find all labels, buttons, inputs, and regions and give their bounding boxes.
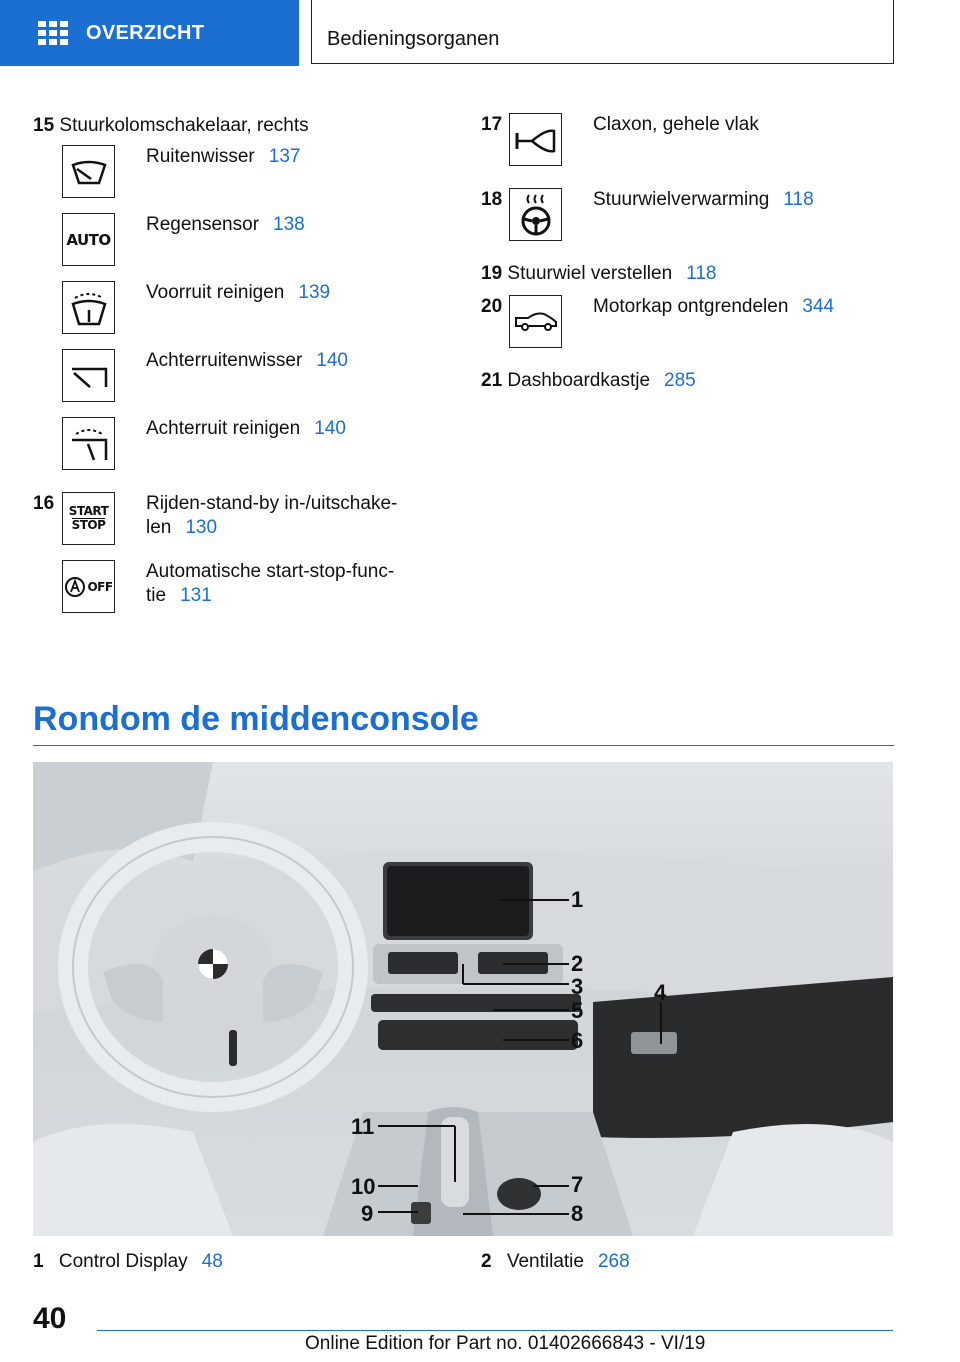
list-item <box>146 417 346 441</box>
entry-text: Dashboardkastje <box>507 370 651 391</box>
entry-15 <box>33 114 309 138</box>
item-text: Ruitenwisser <box>146 146 255 167</box>
callout-6: 6 <box>571 1028 584 1053</box>
entry-number: 20 <box>481 296 503 317</box>
overview-label: OVERZICHT <box>86 21 205 44</box>
entry-21 <box>481 369 696 393</box>
callout-7: 7 <box>571 1172 584 1197</box>
legend-number: 1 <box>33 1251 44 1272</box>
callout-11: 11 <box>351 1114 375 1139</box>
item-text: Achterruitenwisser <box>146 350 303 371</box>
page-ref-link[interactable]: 130 <box>185 517 218 538</box>
list-item <box>146 492 397 540</box>
callout-10: 10 <box>351 1174 376 1199</box>
start-stop-icon: START STOP <box>62 492 115 545</box>
page-ref-link[interactable]: 344 <box>802 296 835 317</box>
entry-19 <box>481 262 716 286</box>
windshield-washer-icon <box>62 281 115 334</box>
chapter-header <box>311 0 894 64</box>
chapter-title: Bedieningsorganen <box>327 28 500 50</box>
callout-2: 2 <box>571 951 584 976</box>
list-item <box>146 349 348 373</box>
entry-text: Stuurwiel verstellen <box>507 263 673 284</box>
rear-washer-icon <box>62 417 115 470</box>
item-text: Claxon, gehele vlak <box>593 114 759 135</box>
entry-number: 17 <box>481 114 503 135</box>
horn-icon <box>509 113 562 166</box>
entry-number: 18 <box>481 189 503 210</box>
footer-divider <box>97 1330 893 1331</box>
item-text: Motorkap ontgrendelen <box>593 296 789 317</box>
footer-edition: Online Edition for Part no. 01402666843 - VI/19 <box>305 1333 706 1354</box>
entry-number: 15 <box>33 115 55 136</box>
list-item <box>146 281 330 305</box>
callout-5: 5 <box>571 998 584 1023</box>
entry-number: 19 <box>481 263 503 284</box>
callout-3: 3 <box>571 974 584 999</box>
item-text: Regensensor <box>146 214 260 235</box>
steering-wheel-heating-icon <box>509 188 562 241</box>
legend-text: Ventilatie <box>506 1251 584 1272</box>
page-ref-link[interactable]: 139 <box>298 282 331 303</box>
page-ref-link[interactable]: 118 <box>686 263 717 284</box>
list-item <box>593 295 834 319</box>
overview-tab[interactable] <box>0 0 299 66</box>
rear-wiper-icon <box>62 349 115 402</box>
center-console-photo <box>33 762 893 1236</box>
auto-start-stop-off-icon: OFF <box>62 560 115 613</box>
page-ref-link[interactable]: 48 <box>201 1251 223 1272</box>
page-ref-link[interactable]: 138 <box>273 214 305 235</box>
item-text: Stuurwielverwarming <box>593 189 770 210</box>
list-item <box>593 188 814 212</box>
page-ref-link[interactable]: 140 <box>316 350 348 371</box>
page-ref-link[interactable]: 137 <box>268 146 301 167</box>
auto-rain-sensor-icon: AUTO <box>62 213 115 266</box>
list-item <box>146 560 394 608</box>
page-ref-link[interactable]: 285 <box>664 370 696 391</box>
page-ref-link[interactable]: 140 <box>314 418 346 439</box>
entry-text: Stuurkolomschakelaar, rechts <box>59 115 309 136</box>
item-text: Automatische start-stop-func- <box>146 561 395 582</box>
item-text: tie <box>146 585 167 606</box>
wiper-icon <box>62 145 115 198</box>
legend-text: Control Display <box>58 1251 188 1272</box>
callout-8: 8 <box>571 1201 584 1226</box>
entry-number: 16 <box>33 493 55 514</box>
legend-item-2 <box>481 1250 630 1274</box>
list-item <box>146 213 305 237</box>
hood-release-icon <box>509 295 562 348</box>
page-ref-link[interactable]: 268 <box>597 1251 630 1272</box>
grid-icon <box>38 21 68 45</box>
list-item <box>593 113 759 137</box>
section-title: Rondom de middenconsole <box>33 700 479 738</box>
item-text: len <box>146 517 172 538</box>
legend-number: 2 <box>481 1251 492 1272</box>
item-text: Rijden-stand-by in-/uitschake- <box>146 493 398 514</box>
section-divider <box>33 745 894 746</box>
page-number: 40 <box>33 1302 67 1335</box>
legend-item-1 <box>33 1250 223 1274</box>
callout-4: 4 <box>654 980 667 1005</box>
item-text: Voorruit reinigen <box>146 282 285 303</box>
callout-9: 9 <box>361 1201 374 1226</box>
callout-1: 1 <box>571 887 584 912</box>
item-text: Achterruit reinigen <box>146 418 301 439</box>
list-item <box>146 145 300 169</box>
page-ref-link[interactable]: 131 <box>180 585 212 606</box>
entry-number: 21 <box>481 370 503 391</box>
page-ref-link[interactable]: 118 <box>783 189 814 210</box>
